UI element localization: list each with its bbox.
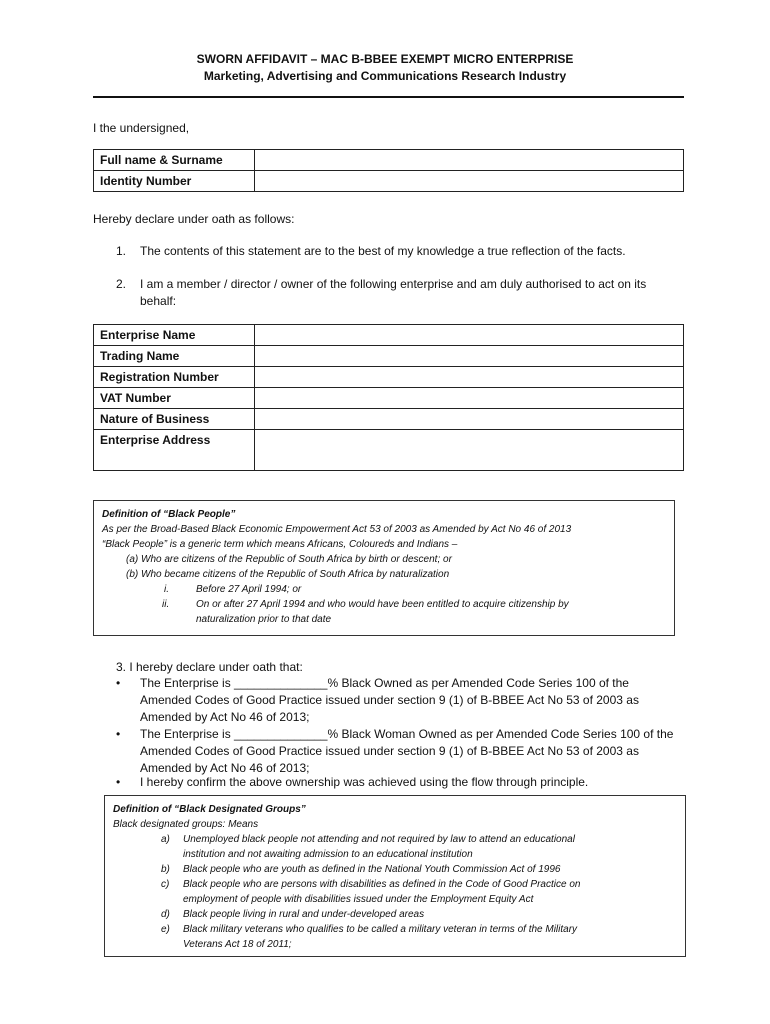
intro-text: I the undersigned, xyxy=(93,121,190,135)
nature-of-business-field[interactable] xyxy=(255,409,684,430)
group-item-text: Unemployed black people not attending and not required by law to attend an educational xyxy=(183,834,575,845)
group-item-text: employment of people with disabilities issued under the Employment Equity Act xyxy=(183,894,534,905)
group-item-number: a) xyxy=(161,834,170,845)
bullet-text: The Enterprise is ______________% Black Owned as per Amended Code Series 100 of the Amended Codes of Good Practice issued under section 9 (1) of B-BBEE Act No 53 of 2003 as Amended by Act No 46 of 2013; xyxy=(140,676,639,724)
document-title: SWORN AFFIDAVIT – MAC B-BBEE EXEMPT MICRO ENTERPRISE xyxy=(196,52,574,66)
vat-number-field[interactable] xyxy=(255,388,684,409)
definition-subitem-text: On or after 27 April 1994 and who would have been entitled to acquire citizenship by xyxy=(196,599,569,610)
header-divider xyxy=(93,96,684,98)
table-row xyxy=(94,367,684,388)
bullet-icon: • xyxy=(116,727,121,741)
section3-intro: 3. I hereby declare under oath that: xyxy=(116,660,303,674)
item-text: The contents of this statement are to the best of my knowledge a true reflection of the facts. xyxy=(140,244,626,258)
enterprise-address-label: Enterprise Address xyxy=(94,430,255,471)
enterprise-name-label: Enterprise Name xyxy=(94,325,255,346)
group-item-text: Black people who are persons with disabilities as defined in the Code of Good Practice on xyxy=(183,879,581,890)
bullet-text: The Enterprise is ______________% Black Woman Owned as per Amended Code Series 100 of the Amended Codes of Good Practice issued under section 9 (1) of B-BBEE Act No 53 of 2003 as Amended by Act No 46 of 2013; xyxy=(140,727,674,775)
group-item-text: Veterans Act 18 of 2011; xyxy=(183,939,292,950)
bullet-text: I hereby confirm the above ownership was achieved using the flow through principle. xyxy=(140,775,589,789)
table-row xyxy=(94,171,684,192)
full-name-label: Full name & Surname xyxy=(94,150,255,171)
group-item-text: Black people who are youth as defined in the National Youth Commission Act of 1996 xyxy=(183,864,561,875)
definition-heading: Definition of “Black People” xyxy=(102,509,236,520)
enterprise-name-field[interactable] xyxy=(255,325,684,346)
designated-groups-definition-box xyxy=(104,795,686,957)
black-people-definition-box xyxy=(93,500,675,636)
trading-name-label: Trading Name xyxy=(94,346,255,367)
declare-text: Hereby declare under oath as follows: xyxy=(93,212,295,226)
trading-name-field[interactable] xyxy=(255,346,684,367)
vat-number-label: VAT Number xyxy=(94,388,255,409)
group-item-text: institution and not awaiting admission to an educational institution xyxy=(183,849,473,860)
group-item-number: b) xyxy=(161,864,170,875)
table-row xyxy=(94,430,684,471)
group-item-number: c) xyxy=(161,879,170,890)
definition-item-b: (b) Who became citizens of the Republic of South Africa by naturalization xyxy=(126,569,450,580)
registration-number-field[interactable] xyxy=(255,367,684,388)
enterprise-details-table xyxy=(93,324,684,471)
definition-line: As per the Broad-Based Black Economic Empowerment Act 53 of 2003 as Amended by Act No 46 of 2013 xyxy=(102,524,572,535)
definition-subitem-number: i. xyxy=(164,584,169,595)
item-number: 1. xyxy=(116,244,127,258)
group-item-number: e) xyxy=(161,924,170,935)
definition-subitem-text: Before 27 April 1994; or xyxy=(196,584,302,595)
definition-item-a: (a) Who are citizens of the Republic of South Africa by birth or descent; or xyxy=(126,554,452,565)
table-row xyxy=(94,346,684,367)
table-row xyxy=(94,150,684,171)
enterprise-address-field[interactable] xyxy=(255,430,684,471)
table-row xyxy=(94,409,684,430)
full-name-field[interactable] xyxy=(255,150,684,171)
registration-number-label: Registration Number xyxy=(94,367,255,388)
definition-subitem-text: naturalization prior to that date xyxy=(196,614,332,625)
definition-subitem-number: ii. xyxy=(162,599,170,610)
item-text: I am a member / director / owner of the following enterprise and am duly authorised to act on its behalf: xyxy=(140,277,647,308)
identity-number-label: Identity Number xyxy=(94,171,255,192)
nature-of-business-label: Nature of Business xyxy=(94,409,255,430)
table-row xyxy=(94,325,684,346)
group-item-text: Black people living in rural and under-developed areas xyxy=(183,909,425,920)
group-item-text: Black military veterans who qualifies to be called a military veteran in terms of the Military xyxy=(183,924,578,935)
definition-heading: Definition of “Black Designated Groups” xyxy=(113,804,306,815)
group-item-number: d) xyxy=(161,909,170,920)
bullet-icon: • xyxy=(116,775,121,789)
bullet-icon: • xyxy=(116,676,121,690)
definition-line: Black designated groups: Means xyxy=(113,819,259,830)
item-number: 2. xyxy=(116,277,127,291)
personal-details-table xyxy=(93,149,684,192)
document-subtitle: Marketing, Advertising and Communications Research Industry xyxy=(203,69,567,83)
table-row xyxy=(94,388,684,409)
definition-line: “Black People” is a generic term which means Africans, Coloureds and Indians – xyxy=(102,539,458,550)
identity-number-field[interactable] xyxy=(255,171,684,192)
